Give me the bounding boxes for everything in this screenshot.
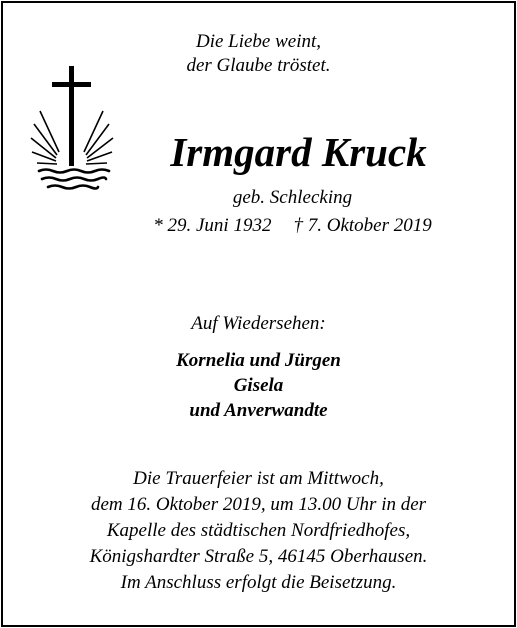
death-symbol: † <box>293 215 303 236</box>
service-line: Königshardter Straße 5, 46145 Oberhausen. <box>89 546 428 567</box>
life-dates <box>34 214 517 238</box>
death-date: 7. Oktober 2019 <box>307 215 432 236</box>
mourner-line: und Anverwandte <box>189 400 328 421</box>
mourner-line: Kornelia und Jürgen <box>176 350 341 371</box>
birth-name: geb. Schlecking <box>232 187 353 208</box>
birth-date: 29. Juni 1932 <box>167 215 272 236</box>
service-line: Die Trauerfeier ist am Mittwoch, <box>133 468 384 489</box>
mourner-line: Gisela <box>233 375 284 396</box>
service-details <box>0 466 517 596</box>
motto-line-1: Die Liebe weint, <box>195 31 322 52</box>
service-line: Im Anschluss erfolgt die Beisetzung. <box>120 572 397 593</box>
deceased-name: Irmgard Kruck <box>170 129 427 175</box>
farewell-line: Auf Wiedersehen: <box>191 313 326 334</box>
motto-line-2: der Glaube tröstet. <box>186 55 331 76</box>
service-line: Kapelle des städtischen Nordfriedhofes, <box>106 520 411 541</box>
service-line: dem 16. Oktober 2019, um 13.00 Uhr in der <box>90 494 427 515</box>
mourners-list <box>0 348 517 423</box>
birth-symbol: * <box>153 215 163 236</box>
motto <box>0 30 517 78</box>
